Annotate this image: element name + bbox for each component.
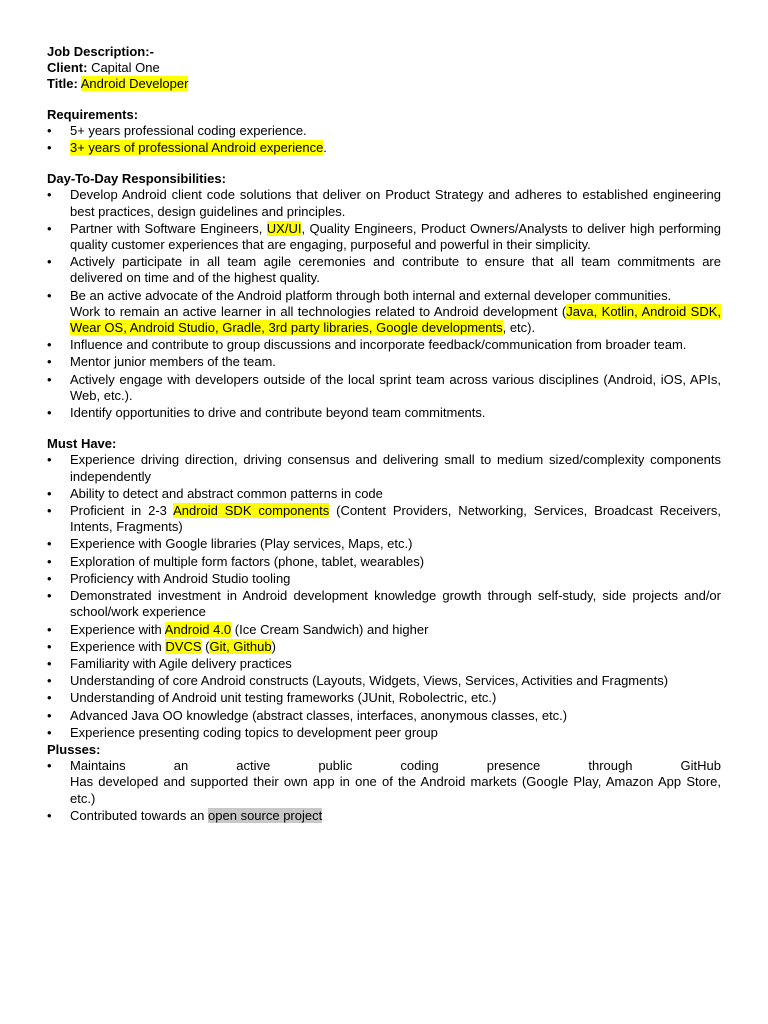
list-item: • Actively engage with developers outside of the local sprint team across various disciplines (Android, iOS, APIs, Web, etc.). bbox=[47, 372, 721, 404]
list-item: • 5+ years professional coding experience. bbox=[47, 123, 721, 139]
requirements-list bbox=[47, 123, 721, 156]
client-value: Capital One bbox=[87, 60, 160, 76]
plusses-list bbox=[47, 758, 721, 824]
list-item: • Identify opportunities to drive and contribute beyond team commitments. bbox=[47, 405, 721, 421]
responsibilities-heading: Day-To-Day Responsibilities: bbox=[47, 171, 226, 187]
title-value: Android Developer bbox=[80, 76, 189, 92]
must-have-list bbox=[47, 452, 721, 740]
list-item: • 3+ years of professional Android experience. bbox=[47, 140, 721, 156]
plusses-heading: Plusses: bbox=[47, 741, 101, 757]
list-item: • Experience presenting coding topics to development peer group bbox=[47, 725, 721, 741]
list-item: • Be an active advocate of the Android platform through both internal and external developer communities. Work to remain an active learner in all technologies related to Android development (Java, Kotlin, Android SDK, Wear OS, Android Studio, Gradle, 3rd party libraries, Google developments, etc). bbox=[47, 288, 721, 337]
highlighted-text: DVCS bbox=[165, 638, 202, 654]
list-item: • Contributed towards an open source project bbox=[47, 808, 721, 824]
highlighted-text: Java, Kotlin, Android SDK, Wear OS, Android Studio, Gradle, 3rd party libraries, Google developments bbox=[70, 303, 721, 336]
highlighted-text: open source project bbox=[208, 807, 323, 823]
highlighted-text: Git, Github bbox=[209, 638, 272, 654]
must-have-heading: Must Have: bbox=[47, 436, 117, 452]
list-item: • Experience with Android 4.0 (Ice Cream Sandwich) and higher bbox=[47, 622, 721, 638]
list-item: • Influence and contribute to group discussions and incorporate feedback/communication from broader team. bbox=[47, 337, 721, 353]
list-item: • Proficient in 2-3 Android SDK components (Content Providers, Networking, Services, Broadcast Receivers, Intents, Fragments) bbox=[47, 503, 721, 535]
list-item: • Understanding of core Android constructs (Layouts, Widgets, Views, Services, Activities and Fragments) bbox=[47, 673, 721, 689]
highlighted-text: Android 4.0 bbox=[164, 621, 232, 637]
list-item: • Familiarity with Agile delivery practices bbox=[47, 656, 721, 672]
title-line bbox=[47, 76, 721, 92]
list-item: • Partner with Software Engineers, UX/UI, Quality Engineers, Product Owners/Analysts to deliver high performing quality customer experiences that are engaging, purposeful and powerful in their simplicity. bbox=[47, 221, 721, 253]
list-item: • Experience driving direction, driving consensus and delivering small to medium sized/complexity components independently bbox=[47, 452, 721, 484]
list-item: • Exploration of multiple form factors (phone, tablet, wearables) bbox=[47, 554, 721, 570]
list-item: • Actively participate in all team agile ceremonies and contribute to ensure that all team commitments are delivered on time and of the highest quality. bbox=[47, 254, 721, 286]
list-item: • Proficiency with Android Studio tooling bbox=[47, 571, 721, 587]
list-item: • Develop Android client code solutions that deliver on Product Strategy and adheres to established engineering best practices, design guidelines and principles. bbox=[47, 187, 721, 219]
list-item: • Demonstrated investment in Android development knowledge growth through self-study, side projects and/or school/work experience bbox=[47, 588, 721, 620]
job-description-document bbox=[47, 44, 721, 825]
requirements-heading: Requirements: bbox=[47, 106, 139, 122]
highlighted-text: Android SDK components bbox=[173, 503, 330, 519]
list-item: • Mentor junior members of the team. bbox=[47, 354, 721, 370]
responsibilities-list bbox=[47, 187, 721, 421]
highlighted-text: UX/UI bbox=[266, 220, 302, 236]
client-label: Client: bbox=[47, 60, 88, 76]
highlighted-text: 3+ years of professional Android experience bbox=[70, 140, 324, 156]
list-item: • Experience with Google libraries (Play services, Maps, etc.) bbox=[47, 536, 721, 552]
list-item: • Experience with DVCS (Git, Github) bbox=[47, 639, 721, 655]
document-heading: Job Description:- bbox=[47, 44, 154, 59]
client-line bbox=[47, 60, 721, 76]
title-label: Title: bbox=[47, 76, 78, 92]
list-item: • Ability to detect and abstract common patterns in code bbox=[47, 486, 721, 502]
list-item: • Advanced Java OO knowledge (abstract classes, interfaces, anonymous classes, etc.) bbox=[47, 708, 721, 724]
list-item: • Understanding of Android unit testing frameworks (JUnit, Robolectric, etc.) bbox=[47, 690, 721, 706]
list-item: • Maintains an active public coding presence through GitHub Has developed and supported their own app in one of the Android markets (Google Play, Amazon App Store, etc.) bbox=[47, 758, 721, 807]
